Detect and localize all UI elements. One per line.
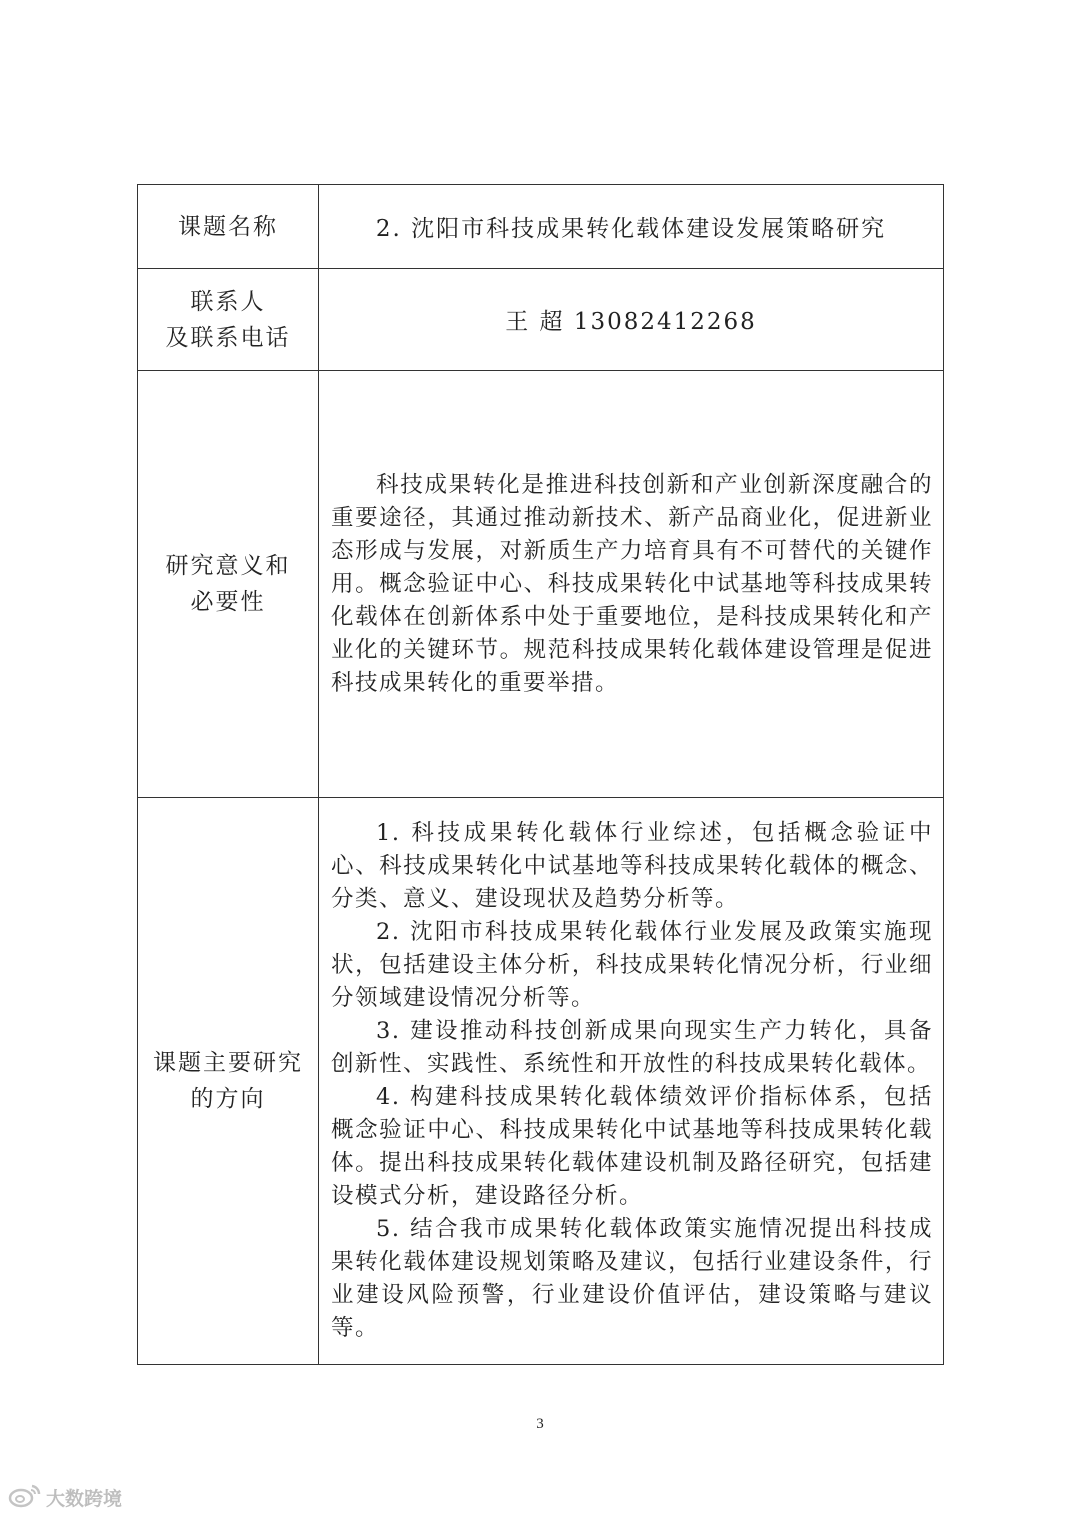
label-significance-line-1: 研究意义和: [165, 553, 291, 579]
table-row-directions: [138, 798, 944, 1365]
table-row-topic-name: [138, 185, 944, 269]
value-topic-name: 2. 沈阳市科技成果转化载体建设发展策略研究: [319, 185, 944, 269]
value-contact: 王 超 13082412268: [319, 269, 944, 371]
significance-paragraph: 科技成果转化是推进科技创新和产业创新深度融合的重要途径，其通过推动新技术、新产品商业化，促进新业态形成与发展，对新质生产力培育具有不可替代的关键作用。概念验证中心、科技成果转化中试基地等科技成果转化载体在创新体系中处于重要地位，是科技成果转化和产业化的关键环节。规范科技成果转化载体建设管理是促进科技成果转化的重要举措。: [331, 471, 933, 696]
value-directions: [319, 798, 944, 1365]
watermark: [8, 1482, 122, 1513]
label-contact-line-1: 联系人: [190, 288, 266, 315]
watermark-text: 大数跨境: [46, 1488, 123, 1510]
label-significance-line-2: 必要性: [190, 589, 266, 615]
direction-item-4: 4. 构建科技成果转化载体绩效评价指标体系，包括概念验证中心、科技成果转化中试基地等科技成果转化载体。提出科技成果转化载体建设机制及路径研究，包括建设模式分析，建设路径分析。: [331, 1084, 933, 1209]
label-significance: [138, 371, 319, 798]
direction-item-2: 2. 沈阳市科技成果转化载体行业发展及政策实施现状，包括建设主体分析，科技成果转化情况分析，行业细分领域建设情况分析等。: [331, 919, 933, 1011]
label-contact-line-2: 及联系电话: [165, 324, 291, 351]
directions-list: [331, 817, 933, 1345]
direction-item-1: 1. 科技成果转化载体行业综述，包括概念验证中心、科技成果转化中试基地等科技成果转化载体的概念、分类、意义、建设现状及趋势分析等。: [331, 820, 933, 912]
direction-item-3: 3. 建设推动科技创新成果向现实生产力转化，具备创新性、实践性、系统性和开放性的科技成果转化载体。: [331, 1018, 933, 1077]
page-number: 3: [536, 1416, 544, 1432]
table-row-contact: [138, 269, 944, 371]
label-contact: [138, 269, 319, 371]
label-topic-name: 课题名称: [138, 185, 319, 269]
value-significance: [319, 371, 944, 798]
project-table: [137, 184, 944, 1365]
label-directions: [138, 798, 319, 1365]
direction-item-5: 5. 结合我市成果转化载体政策实施情况提出科技成果转化载体建设规划策略及建议，包括行业建设条件，行业建设风险预警，行业建设价值评估，建设策略与建议等。: [331, 1216, 933, 1341]
label-directions-line-1: 课题主要研究: [153, 1050, 303, 1076]
weibo-logo-icon: [8, 1482, 42, 1513]
table-row-significance: [138, 371, 944, 798]
label-directions-line-2: 的方向: [190, 1086, 266, 1112]
